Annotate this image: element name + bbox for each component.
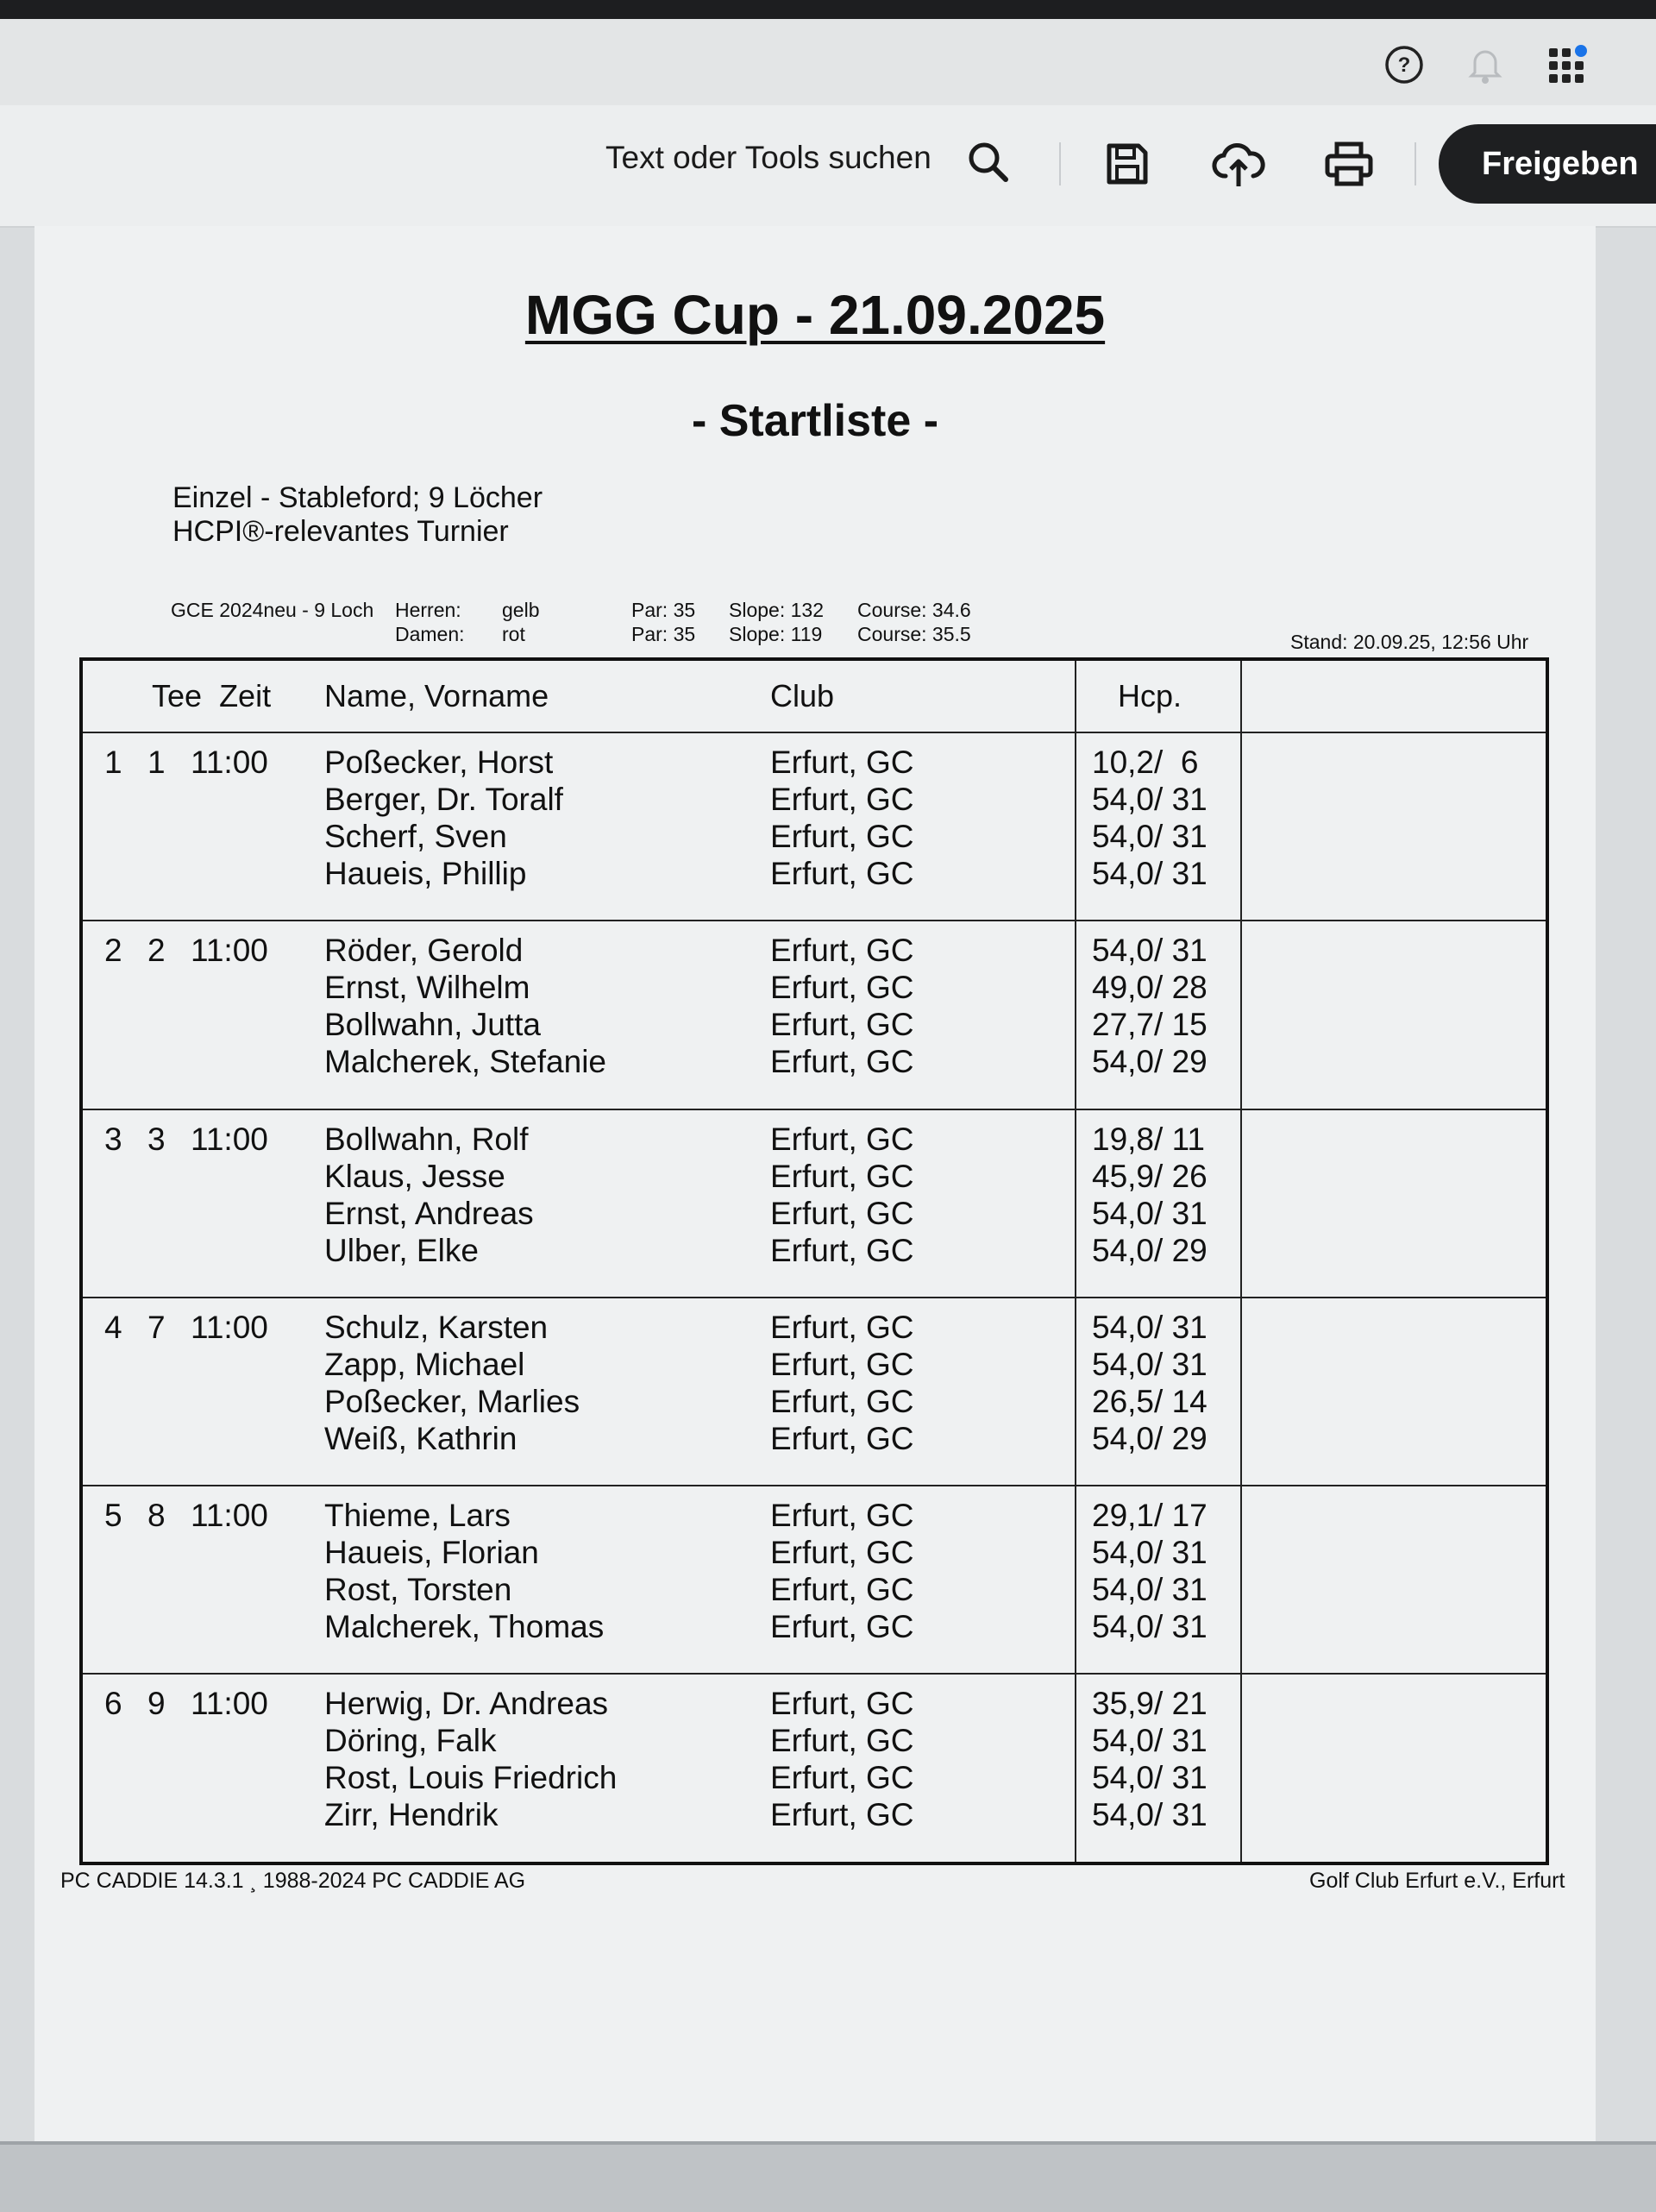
- group-info: [81, 1486, 305, 1674]
- apps-icon[interactable]: [1544, 41, 1592, 90]
- player-name: Malcherek, Stefanie: [324, 1044, 607, 1080]
- hcp-cell: [1076, 1109, 1241, 1298]
- player-name: Poßecker, Horst: [324, 745, 554, 780]
- header-blank: [1241, 659, 1547, 732]
- player-name: Scherf, Sven: [324, 819, 507, 854]
- group-info: [81, 1109, 305, 1298]
- player-name: Malcherek, Thomas: [324, 1609, 605, 1645]
- player-name: Poßecker, Marlies: [324, 1383, 580, 1419]
- blank-cell: [1241, 1486, 1547, 1674]
- player-club: Erfurt, GC: [770, 819, 914, 854]
- group-info: [81, 1298, 305, 1486]
- names-cell: [305, 1109, 751, 1298]
- clubs-cell: [751, 921, 1076, 1109]
- player-club: Erfurt, GC: [770, 1121, 914, 1157]
- herren-par: Par: 35: [631, 599, 696, 621]
- player-club: Erfurt, GC: [770, 782, 914, 817]
- player-name: Haueis, Florian: [324, 1535, 539, 1571]
- group-time: 11:00: [191, 1309, 268, 1345]
- player-club: Erfurt, GC: [770, 1232, 914, 1268]
- blank-cell: [1241, 1109, 1547, 1298]
- toolbar-separator: [1059, 142, 1061, 185]
- table-row: [81, 1674, 1547, 1863]
- hcp-cell: [1076, 1674, 1241, 1863]
- table-row: [81, 921, 1547, 1109]
- player-name: Weiß, Kathrin: [324, 1420, 518, 1456]
- header-name: Name, Vorname: [305, 659, 751, 732]
- player-club: Erfurt, GC: [770, 1686, 914, 1722]
- footer-software: PC CADDIE 14.3.1 ¸ 1988-2024 PC CADDIE AG: [60, 1869, 526, 1893]
- player-name: Döring, Falk: [324, 1723, 497, 1759]
- player-hcp: 49,0/ 28: [1092, 970, 1208, 1006]
- player-hcp: 54,0/ 31: [1092, 1609, 1208, 1645]
- footer-club: Golf Club Erfurt e.V., Erfurt: [1309, 1869, 1565, 1893]
- player-club: Erfurt, GC: [770, 1007, 914, 1043]
- names-cell: [305, 1486, 751, 1674]
- player-club: Erfurt, GC: [770, 1420, 914, 1456]
- search-label[interactable]: Text oder Tools suchen: [605, 140, 932, 175]
- blank-cell: [1241, 921, 1547, 1109]
- names-cell: [305, 732, 751, 921]
- player-name: Rost, Louis Friedrich: [324, 1760, 618, 1796]
- player-hcp: 54,0/ 31: [1092, 1346, 1208, 1382]
- player-name: Zirr, Hendrik: [324, 1797, 499, 1833]
- group-time: 11:00: [191, 1498, 268, 1534]
- player-hcp: 54,0/ 31: [1092, 819, 1208, 854]
- hcp-cell: [1076, 921, 1241, 1109]
- herren-course: Course: 34.6: [857, 599, 971, 621]
- player-club: Erfurt, GC: [770, 1498, 914, 1534]
- clubs-cell: [751, 1109, 1076, 1298]
- group-tee: 2: [147, 933, 166, 969]
- player-hcp: 54,0/ 29: [1092, 1044, 1208, 1080]
- header-zeit: Zeit: [219, 678, 272, 713]
- group-time: 11:00: [191, 1686, 268, 1722]
- document-title: MGG Cup - 21.09.2025: [524, 284, 1106, 346]
- group-info: [81, 1674, 305, 1863]
- names-cell: [305, 1674, 751, 1863]
- player-club: Erfurt, GC: [770, 1044, 914, 1080]
- group-number: 3: [104, 1121, 122, 1157]
- damen-slope: Slope: 119: [729, 623, 823, 645]
- player-hcp: 35,9/ 21: [1092, 1686, 1208, 1722]
- player-hcp: 54,0/ 31: [1092, 1797, 1208, 1833]
- player-club: Erfurt, GC: [770, 1760, 914, 1796]
- player-hcp: 54,0/ 29: [1092, 1232, 1208, 1268]
- table-row: [81, 1109, 1547, 1298]
- herren-slope: Slope: 132: [729, 599, 824, 621]
- player-hcp: 54,0/ 31: [1092, 1535, 1208, 1571]
- group-tee: 9: [147, 1686, 166, 1722]
- save-icon[interactable]: [1101, 138, 1153, 190]
- header-tee-zeit: [81, 659, 305, 732]
- group-time: 11:00: [191, 745, 268, 780]
- table-row: [81, 1486, 1547, 1674]
- table-header-row: [81, 659, 1547, 732]
- group-tee: 8: [147, 1498, 166, 1534]
- group-info: [81, 921, 305, 1109]
- player-name: Schulz, Karsten: [324, 1309, 549, 1345]
- hcpi-line: HCPI®-relevantes Turnier: [172, 515, 509, 548]
- top-dark-bar: [0, 0, 1656, 19]
- player-club: Erfurt, GC: [770, 1797, 914, 1833]
- player-hcp: 54,0/ 29: [1092, 1420, 1208, 1456]
- hcp-cell: [1076, 732, 1241, 921]
- svg-text:?: ?: [1397, 53, 1411, 77]
- group-tee: 1: [147, 745, 166, 780]
- player-club: Erfurt, GC: [770, 856, 914, 891]
- share-button[interactable]: Freigeben: [1439, 124, 1656, 204]
- blank-cell: [1241, 1674, 1547, 1863]
- player-name: Zapp, Michael: [324, 1346, 525, 1382]
- player-hcp: 54,0/ 31: [1092, 1309, 1208, 1345]
- player-club: Erfurt, GC: [770, 1572, 914, 1608]
- player-name: Haueis, Phillip: [324, 856, 527, 891]
- player-club: Erfurt, GC: [770, 1309, 914, 1345]
- group-tee: 7: [147, 1309, 166, 1345]
- player-club: Erfurt, GC: [770, 1535, 914, 1571]
- player-club: Erfurt, GC: [770, 1383, 914, 1419]
- table-row: [81, 1298, 1547, 1486]
- help-icon[interactable]: [1383, 43, 1426, 86]
- player-name: Herwig, Dr. Andreas: [324, 1686, 609, 1722]
- bell-icon[interactable]: [1464, 43, 1507, 86]
- player-name: Ernst, Wilhelm: [324, 970, 530, 1006]
- player-name: Ulber, Elke: [324, 1232, 479, 1268]
- group-number: 4: [104, 1309, 122, 1345]
- bottom-bar: [0, 2141, 1656, 2212]
- course-name: GCE 2024neu - 9 Loch: [171, 599, 374, 621]
- player-hcp: 27,7/ 15: [1092, 1007, 1208, 1043]
- player-hcp: 19,8/ 11: [1092, 1121, 1205, 1157]
- clubs-cell: [751, 1674, 1076, 1863]
- group-number: 6: [104, 1686, 122, 1722]
- player-name: Klaus, Jesse: [324, 1158, 505, 1194]
- hcp-cell: [1076, 1486, 1241, 1674]
- cloud-upload-icon[interactable]: [1211, 138, 1266, 190]
- player-club: Erfurt, GC: [770, 1195, 914, 1231]
- player-hcp: 54,0/ 31: [1092, 1195, 1208, 1231]
- player-name: Ernst, Andreas: [324, 1195, 534, 1231]
- header-tee: Tee: [152, 678, 203, 713]
- clubs-cell: [751, 732, 1076, 921]
- player-hcp: 54,0/ 31: [1092, 782, 1208, 817]
- player-name: Bollwahn, Jutta: [324, 1007, 541, 1043]
- player-club: Erfurt, GC: [770, 970, 914, 1006]
- table-row: [81, 732, 1547, 921]
- title-bar: [0, 19, 1656, 105]
- player-hcp: 26,5/ 14: [1092, 1383, 1208, 1419]
- print-icon[interactable]: [1322, 138, 1376, 190]
- player-club: Erfurt, GC: [770, 1609, 914, 1645]
- format-line: Einzel - Stableford; 9 Löcher: [172, 481, 543, 514]
- start-list-table: [79, 657, 1549, 1865]
- group-number: 5: [104, 1498, 122, 1534]
- player-hcp: 54,0/ 31: [1092, 1572, 1208, 1608]
- player-club: Erfurt, GC: [770, 1346, 914, 1382]
- document-subtitle: - Startliste -: [691, 396, 939, 446]
- names-cell: [305, 1298, 751, 1486]
- player-hcp: 54,0/ 31: [1092, 1760, 1208, 1796]
- group-time: 11:00: [191, 933, 268, 969]
- player-club: Erfurt, GC: [770, 1723, 914, 1759]
- damen-par: Par: 35: [631, 623, 696, 645]
- player-name: Bollwahn, Rolf: [324, 1121, 529, 1157]
- player-club: Erfurt, GC: [770, 745, 914, 780]
- names-cell: [305, 921, 751, 1109]
- player-name: Röder, Gerold: [324, 933, 524, 969]
- player-name: Berger, Dr. Toralf: [324, 782, 563, 817]
- stand-timestamp: Stand: 20.09.25, 12:56 Uhr: [1290, 631, 1529, 653]
- clubs-cell: [751, 1486, 1076, 1674]
- group-tee: 3: [147, 1121, 166, 1157]
- player-hcp: 45,9/ 26: [1092, 1158, 1208, 1194]
- header-club: Club: [751, 659, 1076, 732]
- group-number: 2: [104, 933, 122, 969]
- toolbar-separator: [1414, 142, 1416, 185]
- player-club: Erfurt, GC: [770, 1158, 914, 1194]
- group-info: [81, 732, 305, 921]
- player-name: Rost, Torsten: [324, 1572, 512, 1608]
- herren-tee: gelb: [502, 599, 540, 621]
- player-hcp: 54,0/ 31: [1092, 933, 1208, 969]
- header-hcp: Hcp.: [1076, 659, 1241, 732]
- damen-course: Course: 35.5: [857, 623, 971, 645]
- player-hcp: 54,0/ 31: [1092, 1723, 1208, 1759]
- clubs-cell: [751, 1298, 1076, 1486]
- hcp-cell: [1076, 1298, 1241, 1486]
- player-hcp: 54,0/ 31: [1092, 856, 1208, 891]
- herren-label: Herren:: [395, 599, 461, 621]
- group-number: 1: [104, 745, 122, 780]
- player-hcp: 29,1/ 17: [1092, 1498, 1208, 1534]
- search-icon[interactable]: [964, 138, 1013, 186]
- player-hcp: 10,2/ 6: [1092, 745, 1199, 780]
- player-club: Erfurt, GC: [770, 933, 914, 969]
- blank-cell: [1241, 732, 1547, 921]
- player-name: Thieme, Lars: [324, 1498, 511, 1534]
- damen-tee: rot: [502, 623, 525, 645]
- group-time: 11:00: [191, 1121, 268, 1157]
- blank-cell: [1241, 1298, 1547, 1486]
- damen-label: Damen:: [395, 623, 465, 645]
